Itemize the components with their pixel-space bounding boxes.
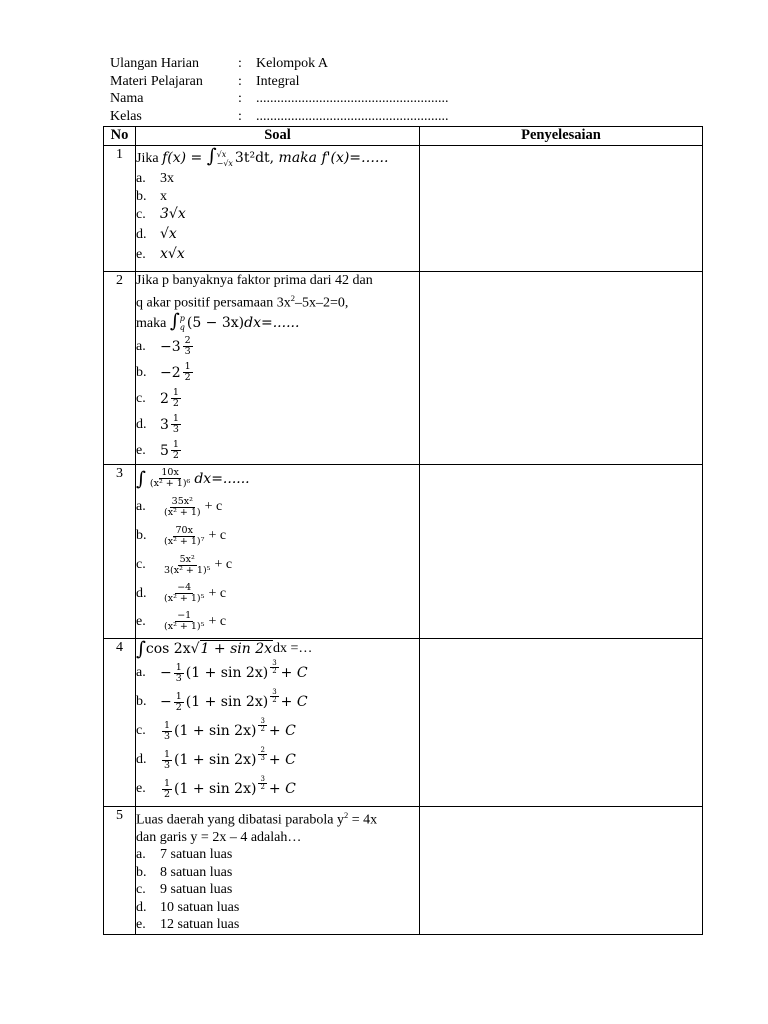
option-letter: b. (136, 188, 147, 204)
option-letter: a. (136, 847, 146, 863)
question-cell (136, 272, 420, 465)
option-c[interactable] (136, 205, 419, 225)
option-letter: e. (136, 917, 146, 933)
option-a[interactable] (136, 493, 419, 522)
option-letter: b. (136, 528, 147, 544)
exponent-numerator: 3 (260, 774, 265, 783)
option-c[interactable] (136, 717, 419, 746)
question-stem (136, 146, 419, 170)
option-e[interactable] (136, 245, 419, 265)
question-row-2 (104, 272, 703, 465)
stem-text: dx=...... (244, 314, 300, 331)
option-fraction (183, 362, 193, 383)
option-text: 3√x (160, 206, 186, 223)
option-exponent (258, 747, 266, 762)
option-letter: b. (136, 364, 147, 380)
header-label: Kelas (110, 108, 142, 124)
question-number: 2 (104, 272, 136, 465)
stem-line-1: Jika p banyaknya faktor prima dari 42 dan (136, 273, 373, 288)
option-d[interactable] (136, 899, 419, 917)
option-text: 12 satuan luas (160, 917, 240, 933)
stem-prefix: Jika (136, 151, 159, 166)
option-d[interactable] (136, 746, 419, 775)
option-letter: d. (136, 899, 147, 915)
stem-text: Luas daerah yang dibatasi parabola y (136, 812, 344, 828)
option-letter: b. (136, 694, 147, 710)
option-e[interactable] (136, 775, 419, 804)
integral-sign: ∫ (169, 309, 180, 332)
option-whole: −2 (160, 364, 181, 381)
option-text: x√x (160, 246, 185, 263)
option-tail: + C (280, 665, 308, 682)
integral-sign: ∫ (136, 637, 146, 660)
integral-lower-limit: q (179, 323, 185, 333)
option-c[interactable] (136, 881, 419, 899)
option-coefficient (162, 721, 172, 742)
fraction-numerator: 5x² (179, 553, 195, 565)
option-fraction (162, 497, 203, 518)
fraction-denominator: 3 (172, 424, 179, 436)
fraction-numerator: 1 (172, 413, 179, 425)
answer-cell[interactable] (420, 272, 703, 465)
option-constant: + c (204, 499, 223, 515)
header-row-nama (110, 90, 449, 108)
option-exponent (270, 660, 278, 675)
fraction-denominator: (x² + 1)⁵ (164, 621, 205, 633)
fraction-numerator: 1 (164, 719, 171, 731)
column-header-penyelesaian: Penyelesaian (420, 127, 703, 146)
integral-upper-limit: √x (216, 149, 227, 159)
exponent-numerator: 3 (260, 716, 265, 725)
fraction-denominator: 2 (164, 788, 171, 800)
exponent-denominator: 3 (260, 753, 265, 762)
stem-fraction (148, 468, 192, 489)
question-number: 3 (104, 464, 136, 638)
question-cell (136, 146, 420, 272)
option-text: 3x (160, 171, 174, 186)
option-letter: c. (136, 390, 146, 406)
question-number: 5 (104, 806, 136, 934)
option-whole: 5 (160, 442, 169, 459)
option-body: (1 + sin 2x) (185, 694, 269, 711)
fraction-numerator: 70x (175, 524, 193, 536)
fraction-denominator: 3 (164, 730, 171, 742)
answer-cell[interactable] (420, 464, 703, 638)
fraction-numerator: 1 (164, 748, 171, 760)
option-text: √x (160, 226, 177, 243)
option-letter: e. (136, 613, 146, 629)
option-letter: b. (136, 864, 147, 880)
header-value: Integral (256, 73, 300, 89)
header-colon: : (238, 73, 242, 89)
option-tail: + C (268, 781, 296, 798)
header-value: Kelompok A (256, 56, 328, 71)
question-cell (136, 638, 420, 806)
fraction-denominator: 2 (172, 398, 179, 410)
option-fraction (162, 611, 206, 632)
header-row-kelas (110, 108, 449, 126)
question-cell (136, 464, 420, 638)
option-exponent (258, 718, 266, 733)
option-a[interactable] (136, 334, 419, 360)
fraction-numerator: −4 (177, 582, 192, 594)
option-d[interactable] (136, 580, 419, 608)
option-text: x (160, 188, 167, 204)
option-e[interactable] (136, 438, 419, 464)
option-body: (1 + sin 2x) (174, 781, 257, 798)
header-row-ulangan (110, 55, 449, 73)
option-letter: a. (136, 499, 146, 515)
option-sign: − (160, 665, 172, 682)
option-tail: + C (280, 694, 308, 711)
option-letter: c. (136, 557, 146, 573)
exponent-numerator: 3 (272, 687, 277, 696)
option-letter: a. (136, 171, 146, 186)
option-letter: c. (136, 882, 146, 898)
option-tail: + C (268, 723, 296, 740)
integrand: 3t²dt, (234, 150, 275, 166)
fraction-numerator: 1 (164, 777, 171, 789)
option-coefficient (174, 692, 184, 713)
option-d[interactable] (136, 412, 419, 438)
stem-suffix: dx=...... (194, 470, 250, 487)
fraction-numerator: 10x (161, 467, 179, 479)
stem-text: = 4x (348, 812, 378, 828)
question-stem (136, 639, 419, 659)
question-cell (136, 806, 420, 934)
integral-lower-limit: −√x (216, 158, 233, 168)
fraction-numerator: 1 (184, 361, 191, 373)
stem-function: f(x) = (162, 150, 207, 166)
option-coefficient (162, 779, 172, 800)
option-a[interactable] (136, 846, 419, 864)
option-letter: d. (136, 585, 147, 601)
option-letter: d. (136, 416, 147, 432)
option-letter: c. (136, 723, 146, 739)
fraction-denominator: 3 (164, 759, 171, 771)
header-label: Nama (110, 91, 144, 106)
column-header-no: No (104, 127, 136, 146)
fraction-denominator: (x² + 1)⁵ (164, 593, 205, 605)
option-d[interactable] (136, 225, 419, 245)
question-number: 1 (104, 146, 136, 272)
stem-radicand: 1 + sin 2x (200, 641, 273, 658)
option-whole: 3 (160, 416, 169, 433)
option-text: 8 satuan luas (160, 864, 233, 880)
option-letter: e. (136, 247, 146, 263)
table-header-row (104, 127, 703, 146)
option-exponent (258, 776, 266, 791)
option-letter: a. (136, 665, 146, 681)
integral-sign: ∫ (206, 145, 217, 167)
integral-sign: ∫ (136, 467, 146, 490)
option-b[interactable] (136, 360, 419, 386)
answer-cell[interactable] (420, 806, 703, 934)
option-e[interactable] (136, 916, 419, 934)
stem-cos: cos 2x (145, 640, 191, 657)
option-a[interactable] (136, 659, 419, 688)
stem-exponent: 2 (343, 809, 349, 820)
option-constant: + c (208, 585, 227, 601)
question-row-4 (104, 638, 703, 806)
fraction-denominator: (x² + 1)⁷ (164, 535, 205, 547)
option-fraction (171, 388, 181, 409)
header-colon: : (238, 91, 242, 106)
fraction-denominator: 2 (172, 450, 179, 462)
option-c[interactable] (136, 386, 419, 412)
header-row-materi (110, 73, 449, 91)
option-coefficient (174, 663, 184, 684)
question-row-5 (104, 806, 703, 934)
exponent-denominator: 2 (272, 666, 277, 675)
option-coefficient (162, 750, 172, 771)
option-constant: + c (208, 528, 227, 544)
option-b[interactable] (136, 522, 419, 551)
fraction-numerator: 2 (184, 335, 191, 347)
option-tail: + C (268, 752, 296, 769)
exam-header (110, 55, 449, 125)
fraction-numerator: −1 (177, 610, 192, 622)
integral-limits (180, 314, 185, 332)
stem-line-2: dan garis y = 2x – 4 adalah… (136, 829, 302, 845)
option-fraction (171, 414, 181, 435)
option-exponent (270, 689, 278, 704)
option-fraction (183, 336, 193, 357)
question-number: 4 (104, 638, 136, 806)
option-body: (1 + sin 2x) (174, 752, 257, 769)
option-b[interactable] (136, 864, 419, 882)
stem-suffix: maka f'(x)=…... (274, 150, 389, 166)
header-label: Ulangan Harian (110, 56, 200, 71)
fraction-numerator: 1 (172, 439, 179, 451)
stem-line-2 (136, 290, 419, 312)
option-letter: e. (136, 442, 146, 458)
fraction-denominator: 3 (175, 672, 182, 684)
option-text: 7 satuan luas (160, 847, 233, 863)
option-constant: + c (214, 557, 233, 573)
stem-text: –5x–2=0, (294, 295, 349, 311)
option-letter: e. (136, 781, 146, 797)
answer-cell[interactable] (420, 146, 703, 272)
integral-upper-limit: p (179, 314, 185, 324)
question-row-3 (104, 464, 703, 638)
exam-table (103, 126, 703, 935)
stem-line-1 (136, 807, 419, 829)
root-sign: √ (190, 640, 200, 657)
option-body: (1 + sin 2x) (174, 723, 257, 740)
option-constant: + c (208, 613, 227, 629)
name-fill-line[interactable]: ....................................................... (256, 91, 449, 106)
option-text: 9 satuan luas (160, 882, 233, 898)
answer-cell[interactable] (420, 638, 703, 806)
stem-line-3 (136, 309, 419, 334)
option-fraction (162, 555, 212, 576)
fraction-numerator: 1 (172, 387, 179, 399)
option-letter: a. (136, 338, 146, 354)
option-fraction (171, 440, 181, 461)
option-sign: − (160, 694, 172, 711)
integral-limits (217, 150, 233, 168)
fraction-denominator: 2 (184, 372, 191, 384)
fraction-denominator: 2 (175, 701, 182, 713)
fraction-denominator: 3 (184, 346, 191, 358)
exponent-denominator: 2 (272, 695, 277, 704)
option-a[interactable] (136, 170, 419, 188)
exponent-numerator: 3 (272, 658, 277, 667)
header-label: Materi Pelajaran (110, 73, 203, 89)
fraction-denominator: 3(x² + 1)⁵ (164, 564, 211, 576)
stem-text: maka (136, 315, 170, 331)
fraction-denominator: (x² + 1) (164, 506, 201, 518)
option-c[interactable] (136, 551, 419, 580)
option-b[interactable] (136, 188, 419, 206)
option-body: (1 + sin 2x) (185, 665, 269, 682)
fraction-numerator: 1 (175, 661, 182, 673)
option-whole: −3 (160, 338, 181, 355)
fraction-numerator: 35x² (171, 495, 193, 507)
stem-text: q akar positif persamaan 3x (136, 295, 291, 311)
option-e[interactable] (136, 608, 419, 636)
option-fraction (162, 526, 206, 547)
option-b[interactable] (136, 688, 419, 717)
header-colon: : (238, 108, 242, 124)
header-colon: : (238, 56, 242, 71)
option-fraction (162, 583, 206, 604)
column-header-soal: Soal (136, 127, 420, 146)
exponent-denominator: 2 (260, 782, 265, 791)
stem-exponent: 2 (290, 292, 295, 303)
question-row-1 (104, 146, 703, 272)
exponent-numerator: 2 (260, 745, 265, 754)
option-letter: d. (136, 752, 147, 768)
exponent-denominator: 2 (260, 724, 265, 733)
stem-suffix: dx =… (273, 640, 313, 656)
fraction-denominator: (x² + 1)⁶ (149, 478, 191, 490)
class-fill-line[interactable]: ....................................................... (256, 108, 449, 124)
fraction-numerator: 1 (175, 690, 182, 702)
option-letter: c. (136, 207, 146, 223)
option-text: 10 satuan luas (160, 899, 240, 915)
option-letter: d. (136, 227, 147, 243)
question-stem (136, 465, 419, 493)
integrand: (5 − 3x) (186, 314, 245, 331)
option-whole: 2 (160, 390, 169, 407)
